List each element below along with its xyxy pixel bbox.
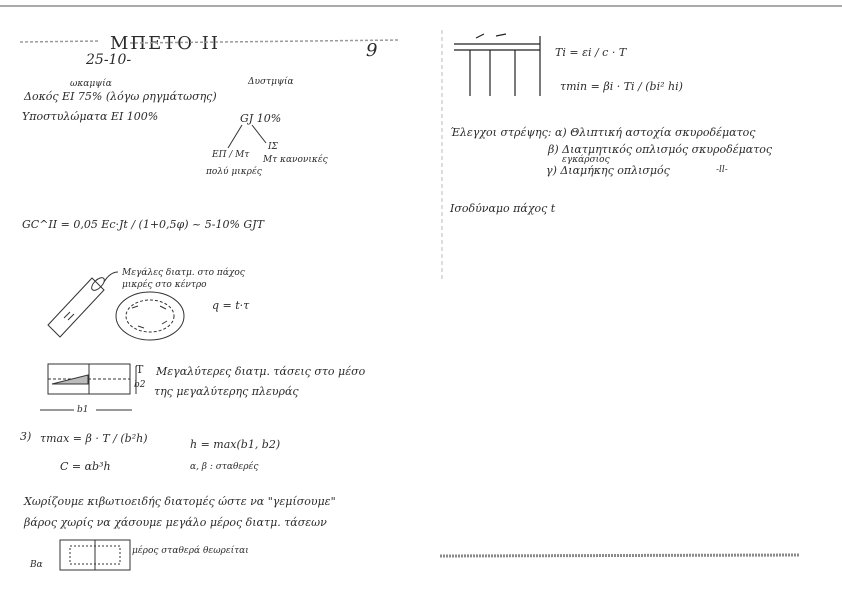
- gj-right-branch: ΙΣ: [268, 142, 278, 152]
- checks-title: Έλεγχοι στρέψης: α) Θλιπτική αστοχία σκυροδέματος: [450, 126, 756, 139]
- rect-section-sketch: [40, 364, 136, 410]
- twisted-member-sketch: [48, 272, 118, 337]
- q-equation: q = t·τ: [212, 299, 250, 312]
- h-max-formula: h = max(b1, b2): [190, 438, 281, 451]
- gj-right-branch-note: Μτ κανονικές: [263, 155, 328, 165]
- rect-note-2: της μεγαλύτερης πλευράς: [154, 385, 299, 398]
- line2-columns: Υποστυλώματα ΕΙ 100%: [22, 110, 159, 123]
- rect-b1-label: b1: [77, 405, 89, 415]
- tau-i-formula: Τi = εi / c · T: [555, 46, 627, 59]
- bottom-cut-text: Βα: [30, 560, 43, 570]
- rect-T-label: T: [136, 363, 144, 376]
- alpha-beta-constants: α, β : σταθερές: [190, 462, 259, 472]
- check-c-tail: -ll-: [716, 165, 728, 175]
- tau-min-formula: τmin = βi · Ti / (bi² hi): [560, 80, 683, 93]
- equivalent-thickness: Ισοδύναμο πάχος t: [450, 202, 556, 215]
- tau-max-formula: τmax = β · T / (b²h): [40, 432, 148, 445]
- left-header-rule: [20, 40, 400, 43]
- header-title: ΜΠΕΤΟ ΙΙ: [110, 33, 220, 54]
- gj-left-branch-note: πολύ μικρές: [206, 167, 262, 177]
- item-index: 3): [20, 430, 32, 443]
- section-stress-sketch: [116, 292, 184, 340]
- check-c-prefix: εγκάρσιος: [562, 155, 610, 165]
- rect-note-1: Μεγαλύτερες διατμ. τάσεις στο μέσο: [156, 365, 366, 378]
- formula-gc: GC^II = 0,05 Ec·Jt / (1+0,5φ) ~ 5-10% GJT: [22, 218, 264, 231]
- gj-left-line: [228, 125, 242, 148]
- page-number: 9: [366, 40, 378, 61]
- sketch-note-1: Μεγάλες διατμ. στο πάχος: [122, 268, 245, 278]
- paragraph-line-2: βάρος χωρίς να χάσουμε μεγάλο μέρος διατμ. τάσεων: [24, 516, 327, 529]
- gj-left-branch: ΕΠ / Μτ: [212, 150, 250, 160]
- line1-right-note: Δυστμψία: [248, 77, 294, 87]
- check-b: β) Διατμητικός οπλισμός σκυροδέματος: [548, 143, 773, 156]
- frame-sketch: [454, 34, 540, 96]
- paragraph-line-1: Χωρίζουμε κιβωτιοειδής διατομές ώστε να "γεμίσουμε": [24, 495, 336, 508]
- gj-right-line: [252, 125, 266, 143]
- line1-beam: Δοκός ΕΙ 75% (λόγω ρηγμάτωσης): [24, 90, 217, 103]
- sketch-note-2: μικρές στο κέντρο: [122, 280, 207, 290]
- check-c: γ) Διαμήκης οπλισμός: [546, 164, 670, 177]
- bottom-note: μέρος σταθερά θεωρείται: [132, 546, 249, 556]
- header-date: 25-10-: [86, 52, 132, 68]
- c-formula: C = αb³h: [60, 460, 111, 473]
- line1-small-note: ωκαμψία: [70, 79, 112, 89]
- bottom-scan-edge: [440, 555, 800, 556]
- box-section-sketch: [60, 540, 130, 570]
- gj-label: GJ 10%: [240, 112, 282, 125]
- rect-b2-label: b2: [134, 380, 146, 390]
